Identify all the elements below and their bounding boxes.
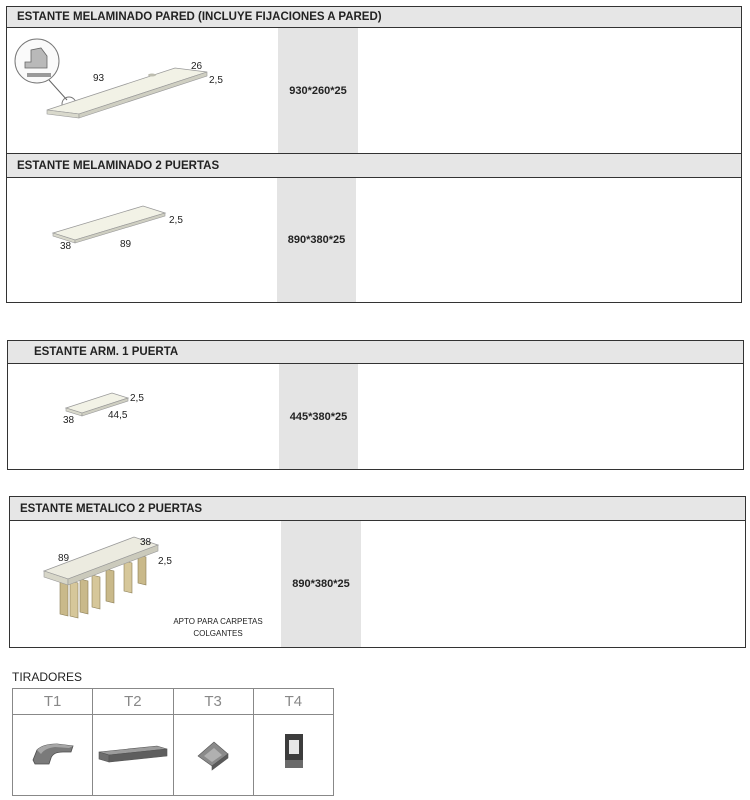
section-body: [7, 363, 744, 470]
handle-t4-icon: [273, 730, 313, 774]
shelf-1-door-illustration: [8, 364, 278, 469]
section-title: ESTANTE ARM. 1 PUERTA: [7, 340, 744, 364]
handle-t1-icon: [23, 732, 83, 772]
section-body: [9, 520, 746, 648]
section-title: ESTANTE MELAMINADO 2 PUERTAS: [6, 153, 742, 178]
section-title: ESTANTE METALICO 2 PUERTAS: [9, 496, 746, 521]
section-estante-melaminado-2-puertas: [6, 153, 742, 303]
tirador-code-t2: T2: [93, 689, 173, 715]
tirador-cell-t3: [173, 714, 253, 795]
section-body: [6, 27, 742, 154]
tirador-code-t3: T3: [173, 689, 253, 715]
tirador-cell-t1: [13, 714, 93, 795]
dim-depth-label: 38: [140, 537, 152, 548]
section-estante-melaminado-pared: [6, 6, 742, 154]
tirador-cell-t4: [253, 714, 333, 795]
section-estante-metalico-2-puertas: [9, 496, 746, 648]
handle-t3-icon: [188, 732, 238, 772]
dim-thickness-label: 2,5: [209, 75, 223, 86]
shelf-wall-illustration: [7, 28, 277, 153]
dim-length-label: 44,5: [108, 410, 128, 421]
dim-thickness-label: 2,5: [130, 393, 144, 404]
tirador-code-t1: T1: [13, 689, 93, 715]
size-cell: 890*380*25: [277, 178, 356, 302]
size-cell: 930*260*25: [278, 28, 358, 153]
dim-thickness-label: 2,5: [169, 215, 183, 226]
size-cell: 445*380*25: [279, 364, 358, 469]
dim-depth-label: 26: [191, 61, 203, 72]
shelf-2-doors-illustration: [7, 178, 277, 302]
tirador-code-t4: T4: [253, 689, 333, 715]
dim-length-label: 89: [120, 239, 132, 250]
dim-length-label: 89: [58, 553, 70, 564]
size-cell: 890*380*25: [281, 521, 361, 647]
section-body: [6, 177, 742, 303]
note-line-2: COLGANTES: [193, 629, 243, 638]
tiradores-table: [12, 688, 334, 796]
tiradores-title: TIRADORES: [12, 670, 83, 684]
dim-thickness-label: 2,5: [158, 556, 172, 567]
section-title: ESTANTE MELAMINADO PARED (INCLUYE FIJACIONES A PARED): [6, 6, 742, 28]
handle-t2-icon: [95, 732, 171, 772]
section-estante-arm-1-puerta: [7, 340, 744, 470]
hanging-folders-note: [158, 616, 278, 640]
note-line-1: APTO PARA CARPETAS: [173, 617, 263, 626]
tirador-cell-t2: [93, 714, 173, 795]
dim-length-label: 93: [93, 73, 105, 84]
dim-depth-label: 38: [60, 241, 72, 252]
dim-depth-label: 38: [63, 415, 75, 426]
